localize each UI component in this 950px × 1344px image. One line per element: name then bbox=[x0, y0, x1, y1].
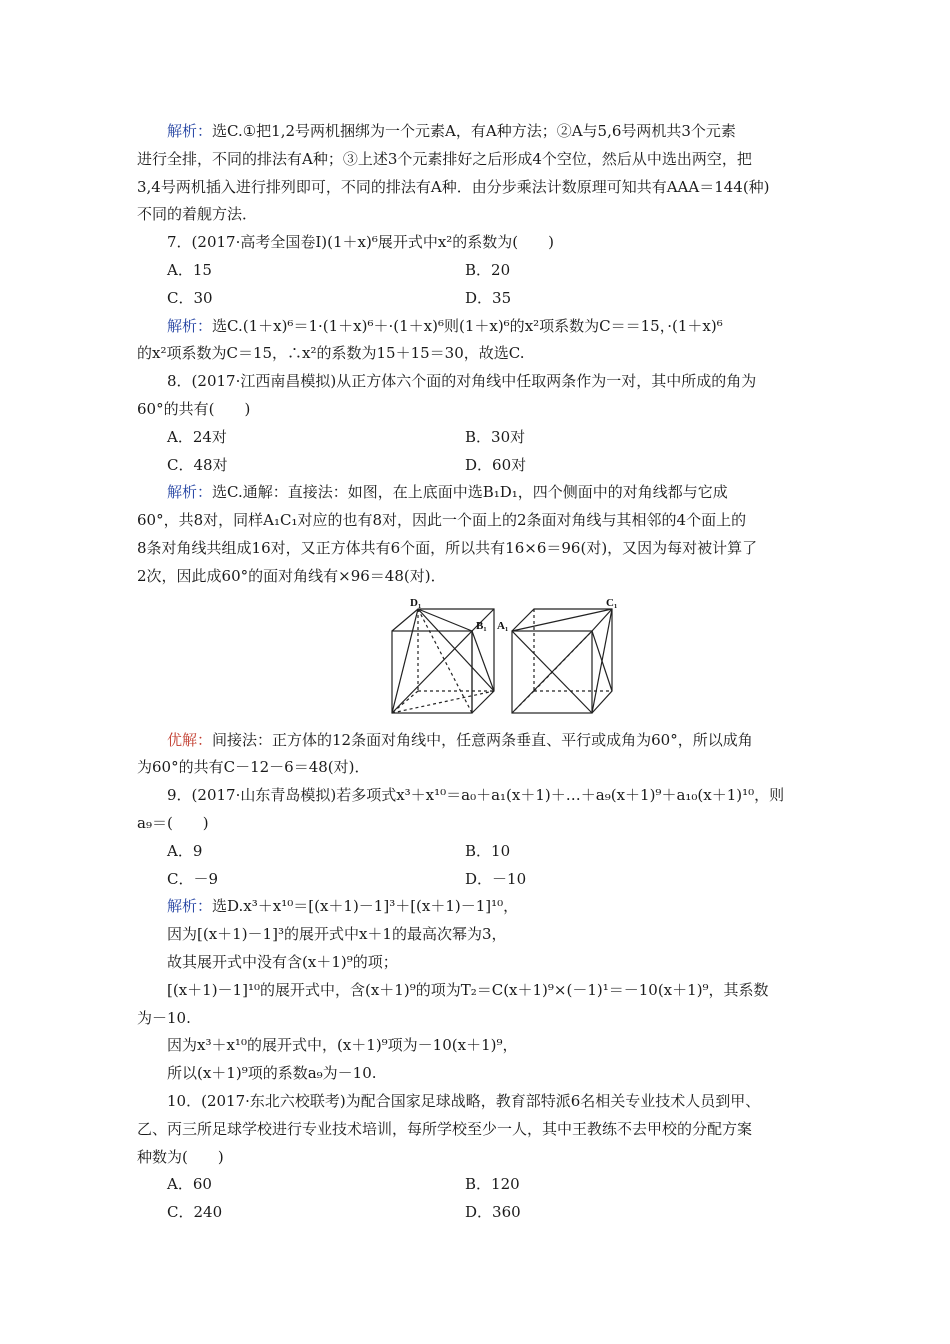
left-diag bbox=[392, 631, 472, 713]
q7-option-b: B．20 bbox=[465, 260, 511, 279]
solution-8-alt-line-1: 优解：间接法：正方体的12条面对角线中，任意两条垂直、平行或成角为60°，所以成角 bbox=[167, 730, 753, 749]
solution-9-line-2: 因为[(x＋1)－1]³的展开式中x＋1的最高次幂为3， bbox=[167, 925, 507, 944]
q8-options-row-1 bbox=[137, 424, 837, 452]
q8-option-a: A．24对 bbox=[167, 427, 227, 446]
solution-label: 解析： bbox=[167, 316, 213, 335]
q9-option-b: B．10 bbox=[465, 841, 511, 860]
q10-options-row-1 bbox=[137, 1171, 837, 1199]
right-diag-a1c1 bbox=[512, 609, 612, 631]
q10-option-d: D．360 bbox=[465, 1203, 521, 1222]
solution-7-line-1: 解析：选C.(1＋x)⁶＝1·(1＋x)⁶＋·(1＋x)⁶则(1＋x)⁶的x²项系数为C＝＝15，·(1＋x)⁶ bbox=[167, 316, 723, 335]
question-8-line-2: 60°的共有( ) bbox=[137, 399, 251, 418]
solution-9-line-4: [(x＋1)－1]¹⁰的展开式中，含(x＋1)⁹的项为T₂＝C(x＋1)⁹×(－1)¹＝－10(x＋1)⁹，其系数 bbox=[167, 980, 769, 999]
solution-label: 优解： bbox=[167, 730, 213, 749]
solution-6-line-2: 进行全排，不同的排法有A种；③上述3个元素排好之后形成4个空位，然后从中选出两空，把 bbox=[137, 149, 752, 168]
q8-option-c: C．48对 bbox=[167, 455, 228, 474]
q8-option-d: D．60对 bbox=[465, 455, 527, 474]
q9-option-a: A．9 bbox=[167, 841, 203, 860]
question-9-line-2: a₉＝( ) bbox=[137, 813, 209, 832]
question-10-line-3: 种数为( ) bbox=[137, 1147, 224, 1166]
q7-option-a: A．15 bbox=[167, 260, 212, 279]
solution-label: 解析： bbox=[167, 897, 213, 916]
solution-8-line-4: 2次，因此成60°的面对角线有×96＝48(对)． bbox=[137, 566, 446, 585]
solution-9-line-6: 因为x³＋x¹⁰的展开式中，(x＋1)⁹项为－10(x＋1)⁹， bbox=[167, 1036, 518, 1055]
q9-option-c: C．－9 bbox=[167, 869, 219, 888]
cube-figure bbox=[137, 591, 837, 727]
q10-option-c: C．240 bbox=[167, 1203, 223, 1222]
q7-option-c: C．30 bbox=[167, 288, 213, 307]
solution-8-line-1: 解析：选C.通解：直接法：如图，在上底面中选B₁D₁，四个侧面中的对角线都与它成 bbox=[167, 483, 728, 502]
solution-6-line-4: 不同的着舰方法． bbox=[137, 205, 258, 224]
q7-options-row-2 bbox=[137, 285, 837, 313]
q10-option-b: B．120 bbox=[465, 1175, 520, 1194]
solution-6-line-1: 解析：选C.①把1,2号两机捆绑为一个元素A，有A种方法；②A与5,6号两机共3个元素 bbox=[167, 122, 736, 140]
q9-option-d: D．－10 bbox=[465, 869, 527, 888]
label-a1: A₁ bbox=[497, 619, 509, 632]
q8-options-row-2 bbox=[137, 452, 837, 480]
q7-option-d: D．35 bbox=[465, 288, 512, 307]
question-8-line-1: 8．(2017·江西南昌模拟)从正方体六个面的对角线中任取两条作为一对，其中所成的角为 bbox=[167, 372, 757, 391]
solution-9-line-7: 所以(x＋1)⁹项的系数a₉为－10. bbox=[167, 1064, 377, 1083]
solution-8-line-2: 60°，共8对，同样A₁C₁对应的也有8对，因此一个面上的2条面对角线与其相邻的4个面上的 bbox=[137, 511, 747, 530]
q8-option-b: B．30对 bbox=[465, 427, 526, 446]
solution-6-line-3: 3,4号两机插入进行排列即可，不同的排法有A种．由分步乘法计数原理可知共有AAA＝144(种) bbox=[137, 177, 770, 196]
solution-label: 解析： bbox=[167, 483, 213, 502]
left-diag bbox=[472, 631, 494, 691]
document-page bbox=[137, 118, 837, 1227]
question-10-line-2: 乙、丙三所足球学校进行专业技术培训，每所学校至少一人，其中王教练不去甲校的分配方案 bbox=[137, 1119, 753, 1138]
left-hidden-diagonal bbox=[392, 691, 494, 713]
question-9-line-1: 9．(2017·山东青岛模拟)若多项式x³＋x¹⁰＝a₀＋a₁(x＋1)＋…＋a₉(x＋1)⁹＋a₁₀(x＋1)¹⁰，则 bbox=[167, 786, 785, 805]
label-c1: C₁ bbox=[606, 596, 618, 609]
solution-9-line-1: 解析：选D.x³＋x¹⁰＝[(x＋1)－1]³＋[(x＋1)－1]¹⁰， bbox=[167, 897, 519, 916]
label-b1: B₁ bbox=[476, 619, 487, 632]
q10-option-a: A．60 bbox=[167, 1175, 212, 1194]
solution-8-line-3: 8条对角线共组成16对，又正方体共有6个面，所以共有16×6＝96(对)，又因为每对被计算了 bbox=[137, 538, 758, 557]
label-d1: D₁ bbox=[410, 596, 422, 609]
q10-options-row-2 bbox=[137, 1199, 837, 1227]
solution-9-line-5: 为－10. bbox=[137, 1008, 191, 1027]
right-diag bbox=[592, 631, 612, 691]
left-diag bbox=[392, 609, 418, 713]
solution-7-line-2: 的x²项系数为C＝15，∴x²的系数为15＋15＝30，故选C. bbox=[137, 344, 525, 363]
q9-options-row-2 bbox=[137, 866, 837, 894]
left-diag-b1d1 bbox=[418, 609, 472, 631]
cube-diagrams-svg bbox=[384, 597, 624, 725]
solution-label: 解析： bbox=[167, 122, 213, 140]
q9-options-row-1 bbox=[137, 838, 837, 866]
solution-9-line-3: 故其展开式中没有含(x＋1)⁹的项； bbox=[167, 952, 398, 971]
q7-options-row-1 bbox=[137, 257, 837, 285]
question-10-line-1: 10．(2017·东北六校联考)为配合国家足球战略，教育部特派6名相关专业技术人员到甲、 bbox=[167, 1091, 761, 1110]
question-7: 7．(2017·高考全国卷Ⅰ)(1＋x)⁶展开式中x²的系数为( ) bbox=[167, 233, 555, 252]
solution-8-alt-line-2: 为60°的共有C－12－6＝48(对)． bbox=[137, 758, 370, 777]
